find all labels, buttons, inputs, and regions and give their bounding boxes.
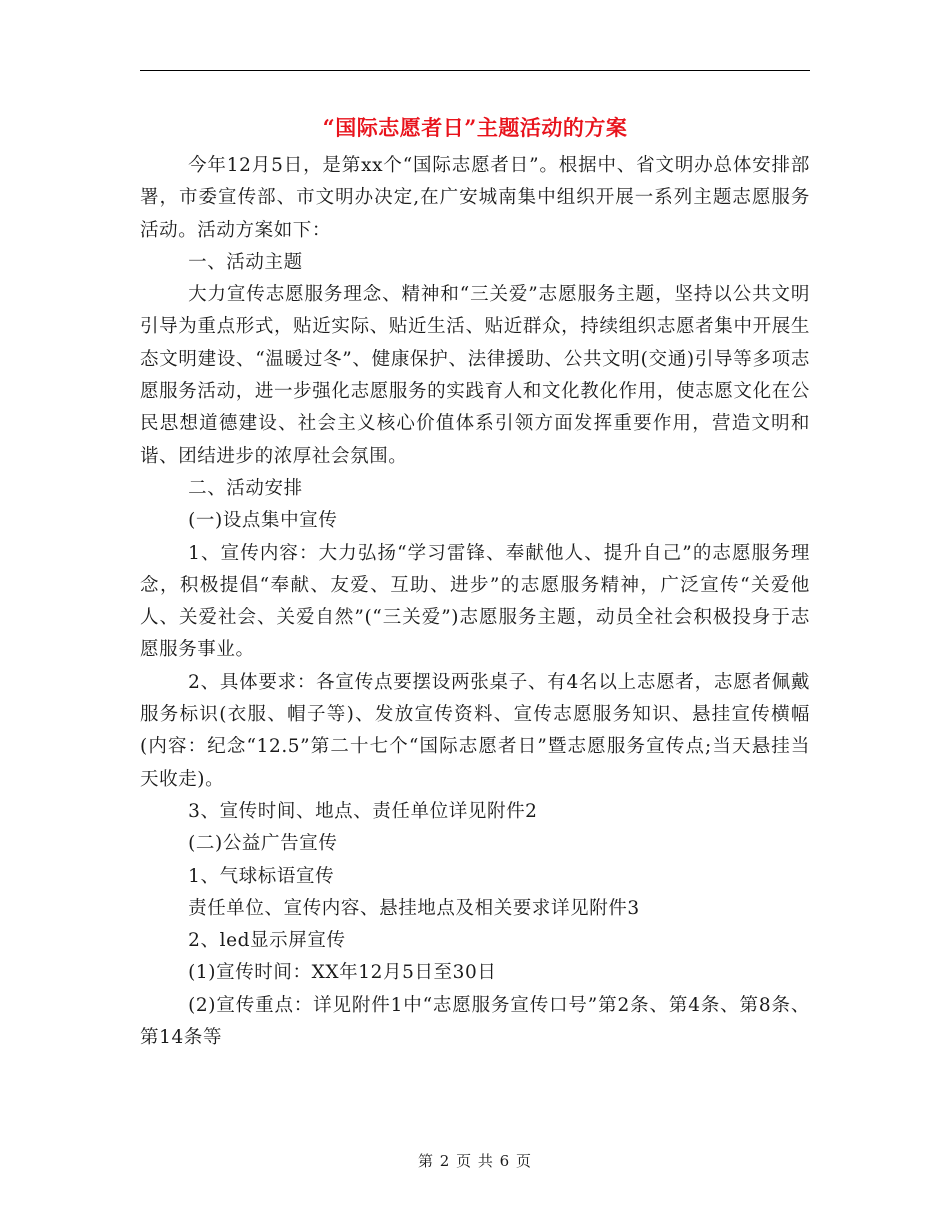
item-publicity-focus: (2)宣传重点：详见附件1中“志愿服务宣传口号”第2条、第4条、第8条、第14条等: [140, 994, 810, 1049]
heading-activity-arrangement: 二、活动安排: [188, 477, 303, 499]
paragraph-balloon-details: 责任单位、宣传内容、悬挂地点及相关要求详见附件3: [188, 897, 640, 919]
paragraph-theme: 大力宣传志愿服务理念、精神和“三关爱”志愿服务主题，坚持以公共文明引导为重点形式，贴近实际、贴近生活、贴近群众，持续组织志愿者集中开展生态文明建设、“温暖过冬”、健康保护、法律援助、公共文明(交通)引导等多项志愿服务活动，进一步强化志愿服务的实践育人和文化教化作用，使志愿文化在公民思想道德建设、社会主义核心价值体系引领方面发挥重要作用，营造文明和谐、团结进步的浓厚社会氛围。: [140, 284, 810, 467]
header-rule: [140, 70, 810, 71]
paragraph-requirements: 2、具体要求：各宣传点要摆设两张桌子、有4名以上志愿者，志愿者佩戴服务标识(衣服、帽子等)、发放宣传资料、宣传志愿服务知识、悬挂宣传横幅(内容：纪念“12.5”第二十七个“国际志愿者日”暨志愿服务宣传点;当天悬挂当天收走)。: [140, 671, 810, 790]
paragraph-publicity-content: 1、宣传内容：大力弘扬“学习雷锋、奉献他人、提升自己”的志愿服务理念，积极提倡“奉献、友爱、互助、进步”的志愿服务精神，广泛宣传“关爱他人、关爱社会、关爱自然”(“三关爱”)志愿服务主题，动员全社会积极投身于志愿服务事业。: [140, 542, 810, 661]
subheading-public-ads: (二)公益广告宣传: [188, 833, 338, 855]
document-title: “国际志愿者日”主题活动的方案: [322, 115, 628, 140]
item-led-display: 2、led显示屏宣传: [188, 930, 346, 952]
heading-activity-theme: 一、活动主题: [188, 251, 303, 273]
item-publicity-time: (1)宣传时间：XX年12月5日至30日: [188, 962, 497, 984]
paragraph-intro: 今年12月5日，是第xx个“国际志愿者日”。根据中、省文明办总体安排部署，市委宣传部、市文明办决定,在广安城南集中组织开展一系列主题志愿服务活动。活动方案如下：: [140, 155, 810, 241]
paragraph-time-location: 3、宣传时间、地点、责任单位详见附件2: [188, 800, 538, 822]
subheading-centralized-publicity: (一)设点集中宣传: [188, 510, 338, 532]
document-body: [140, 150, 810, 1054]
item-balloon-slogans: 1、气球标语宣传: [188, 865, 335, 887]
page-number: 第 2 页 共 6 页: [418, 1152, 532, 1170]
